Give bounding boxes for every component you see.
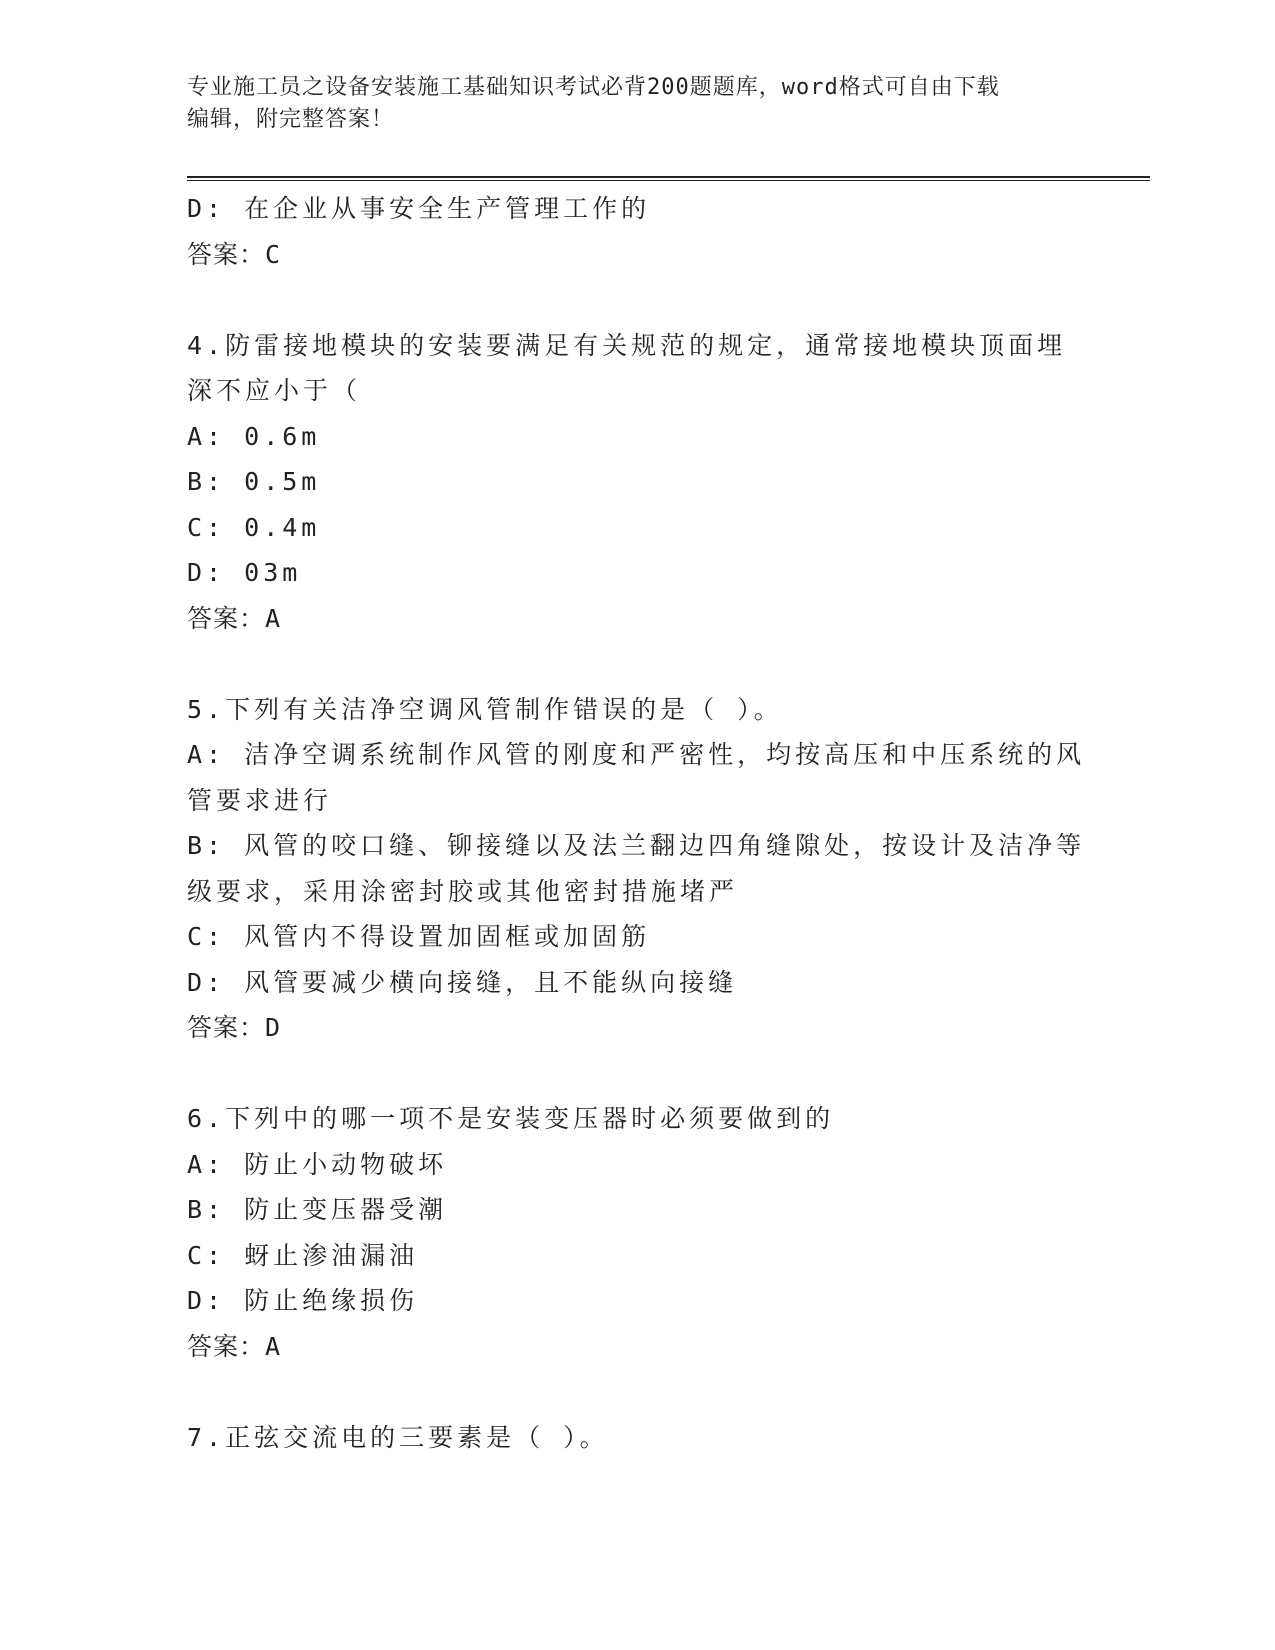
option-b: B: 防止变压器受潮 [187, 1195, 448, 1224]
answer-label: 答案：C [187, 239, 282, 269]
spacer [187, 277, 1087, 323]
option-a-cont: 管要求进行 [187, 785, 333, 815]
option-d: D: 在企业从事安全生产管理工作的 [187, 194, 651, 223]
document-header [187, 72, 1067, 136]
spacer [187, 641, 1087, 687]
spacer [187, 1369, 1087, 1415]
header-divider [187, 176, 1150, 181]
header-title-line2: 编辑，附完整答案！ [187, 107, 395, 132]
option-d: D: 03m [187, 558, 302, 587]
answer-label: 答案：A [187, 1331, 282, 1361]
spacer [187, 1051, 1087, 1097]
question-7 [187, 1415, 1087, 1461]
option-b: B: 0.5m [187, 467, 321, 496]
option-a: A: 洁净空调系统制作风管的刚度和严密性，均按高压和中压系统的风 [187, 740, 1086, 769]
option-b-cont: 级要求，采用涂密封胶或其他密封措施堵严 [187, 876, 739, 906]
question-stem: 4.防雷接地模块的安装要满足有关规范的规定，通常接地模块顶面埋 [187, 330, 1067, 360]
option-d: D: 防止绝缘损伤 [187, 1286, 419, 1315]
question-stem: 6.下列中的哪一项不是安装变压器时必须要做到的 [187, 1104, 835, 1133]
option-c: C: 0.4m [187, 512, 321, 542]
question-list [187, 186, 1087, 1460]
option-c: C: 蚜止渗油漏油 [187, 1240, 419, 1270]
option-a: A: 防止小动物破坏 [187, 1149, 448, 1179]
question-stem: 5.下列有关洁净空调风管制作错误的是（ ）。 [187, 694, 783, 724]
question-stem-cont: 深不应小于（ [187, 376, 362, 405]
answer-label: 答案：A [187, 603, 282, 633]
header-title-line1: 专业施工员之设备安装施工基础知识考试必背200题题库，word格式可自由下载 [187, 75, 1000, 100]
option-c: C: 风管内不得设置加固框或加固筋 [187, 922, 651, 951]
answer-label: 答案：D [187, 1013, 282, 1042]
option-b: B: 风管的咬口缝、铆接缝以及法兰翻边四角缝隙处，按设计及洁净等 [187, 831, 1086, 860]
question-stem: 7.正弦交流电的三要素是（ ）。 [187, 1422, 609, 1452]
question-3-tail [187, 186, 1087, 277]
question-6 [187, 1096, 1087, 1369]
option-d: D: 风管要减少横向接缝，且不能纵向接缝 [187, 967, 738, 997]
question-4 [187, 323, 1087, 642]
option-a: A: 0.6m [187, 421, 321, 451]
question-5 [187, 687, 1087, 1051]
